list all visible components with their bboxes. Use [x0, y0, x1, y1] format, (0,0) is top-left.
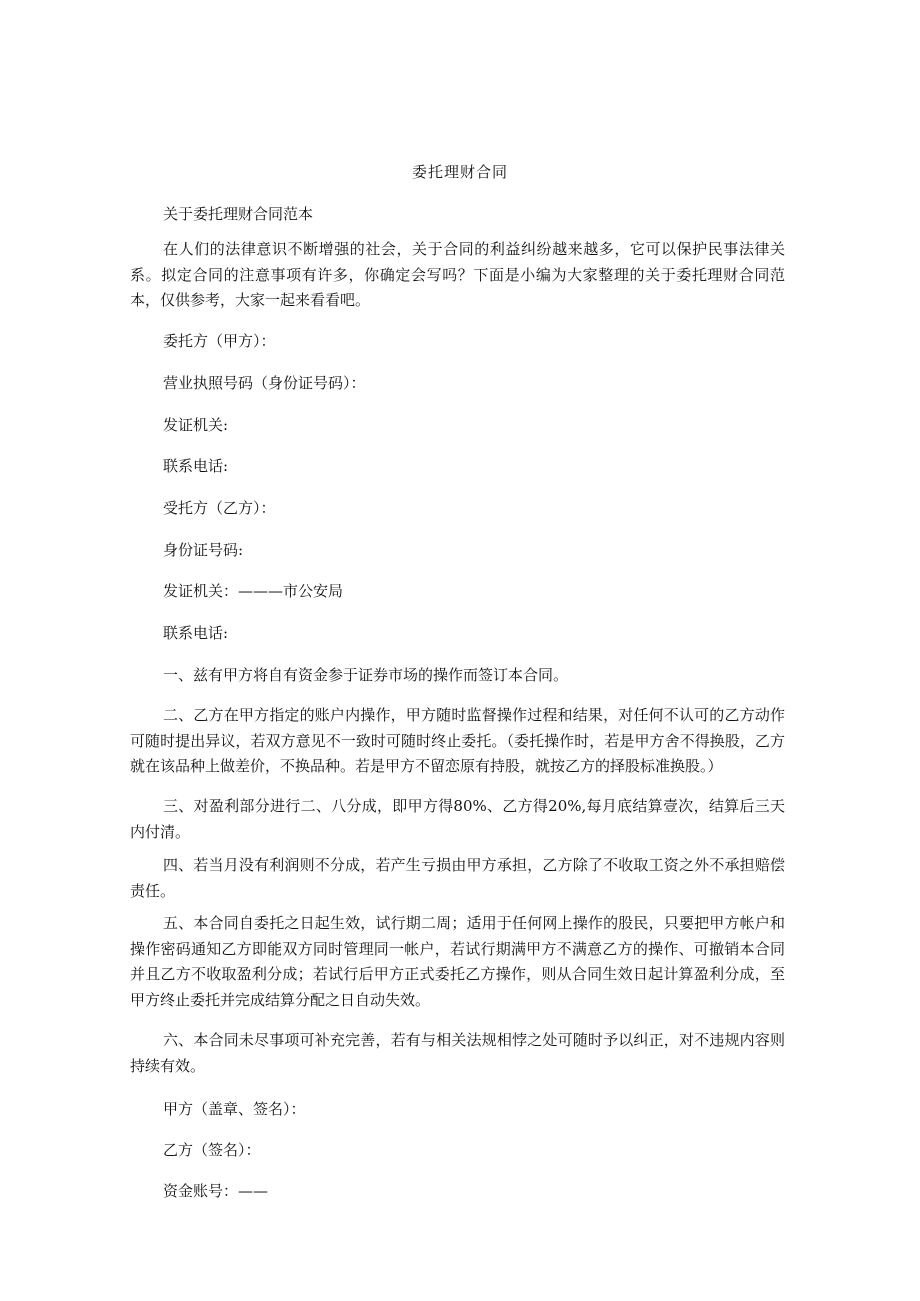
party-b-label: 受托方（乙方）： — [163, 499, 276, 517]
clause-6: 六、本合同未尽事项可补充完善，若有与相关法规相悖之处可随时予以纠正，对不违规内容则持续有效。 — [130, 1031, 785, 1075]
party-b-phone-field: 联系电话: — [163, 624, 229, 642]
intro-paragraph: 在人们的法律意识不断增强的社会，关于合同的利益纠纷越来越多，它可以保护民事法律关系。拟定合同的注意事项有许多，你确定会写吗？下面是小编为大家整理的关于委托理财合同范本，仅供参考，大家一起来看看吧。 — [130, 240, 785, 309]
signature-party-a: 甲方（盖章、签名）： — [163, 1100, 306, 1118]
clause-2: 二、乙方在甲方指定的账户内操作，甲方随时监督操作过程和结果，对任何不认可的乙方动作可随时提出异议，若双方意见不一致时可随时终止委托。（委托操作时，若是甲方舍不得换股，乙方就在该品种上做差价，不换品种。若是甲方不留恋原有持股，就按乙方的择股标准换股。） — [130, 706, 785, 775]
clause-5: 五、本合同自委托之日起生效，试行期二周；适用于任何网上操作的股民，只要把甲方帐户和操作密码通知乙方即能双方同时管理同一帐户，若试行期满甲方不满意乙方的操作、可撤销本合同并且乙方不收取盈利分成；若试行后甲方正式委托乙方操作，则从合同生效日起计算盈利分成，至甲方终止委托并完成结算分配之日自动失效。 — [130, 914, 785, 1009]
document-title: 委托理财合同 — [411, 163, 508, 181]
clause-4: 四、若当月没有利润则不分成，若产生亏损由甲方承担，乙方除了不收取工资之外不承担赔偿责任。 — [130, 856, 785, 900]
party-a-phone-field: 联系电话: — [163, 457, 229, 475]
document-subtitle: 关于委托理财合同范本 — [163, 205, 314, 223]
clause-1: 一、兹有甲方将自有资金参于证券市场的操作而签订本合同。 — [163, 666, 569, 684]
party-b-issuer-field: 发证机关：———市公安局 — [163, 582, 344, 600]
signature-party-b: 乙方（签名）： — [163, 1141, 261, 1159]
party-a-license-field: 营业执照号码（身份证号码）： — [163, 374, 366, 392]
clause-3: 三、对盈利部分进行二、八分成，即甲方得80%、乙方得20%,每月底结算壹次，结算后三天内付清。 — [130, 797, 785, 841]
party-a-label: 委托方（甲方）： — [163, 332, 276, 350]
fund-account-field: 资金账号：—— — [163, 1182, 269, 1200]
party-b-id-field: 身份证号码: — [163, 541, 244, 559]
party-a-issuer-field: 发证机关: — [163, 416, 229, 434]
